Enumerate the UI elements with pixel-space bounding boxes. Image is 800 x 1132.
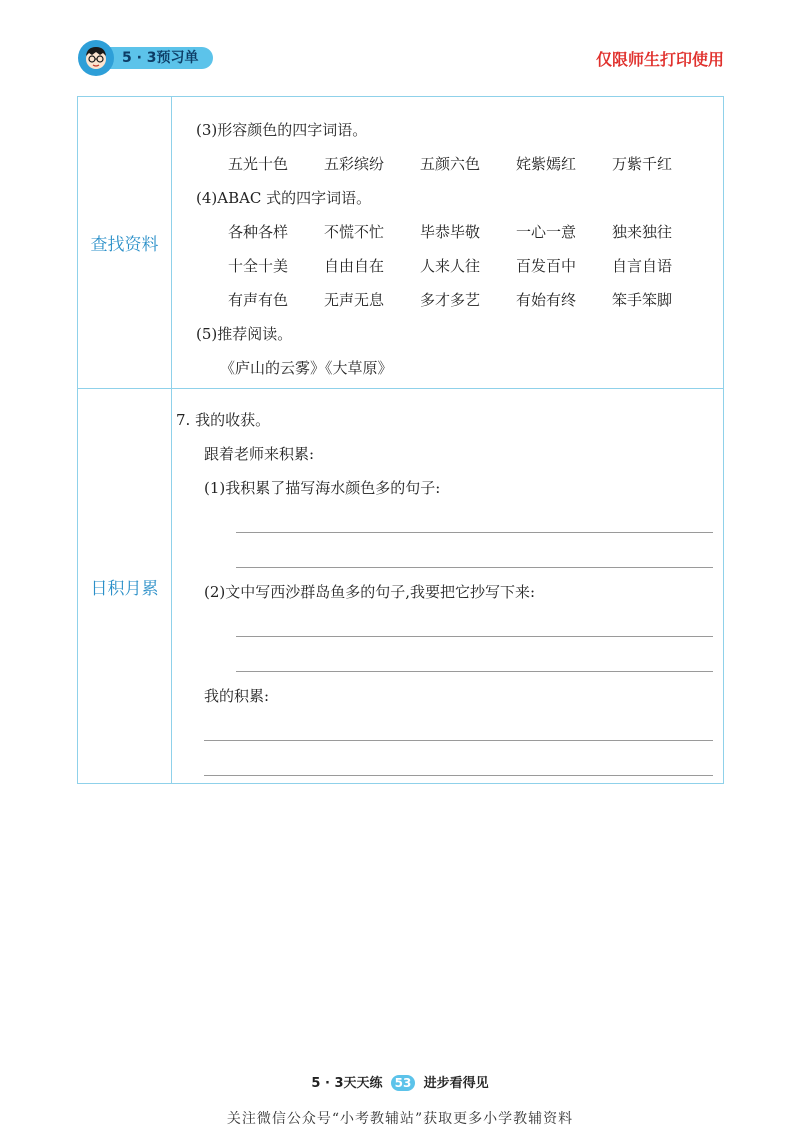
item3-title: (3)形容颜色的四字词语。 xyxy=(196,121,368,139)
worksheet-table xyxy=(77,96,724,784)
item4-title: (4)ABAC 式的四字词语。 xyxy=(196,189,372,207)
word: 五光十色 xyxy=(228,155,289,173)
word: 五彩缤纷 xyxy=(324,155,385,173)
sub-question-1: (1)我积累了描写海水颜色多的句子: xyxy=(204,479,441,497)
recommended-books: 《庐山的云雾》《大草原》 xyxy=(220,359,393,377)
footer-left: 5 · 3天天练 xyxy=(311,1076,383,1091)
my-accumulation-label: 我的积累: xyxy=(204,687,270,705)
research-content xyxy=(172,97,724,389)
answer-line[interactable] xyxy=(236,567,713,568)
sub-question-2: (2)文中写西沙群岛鱼多的句子,我要把它抄写下来: xyxy=(204,583,536,601)
avatar-icon xyxy=(78,40,114,76)
word: 自由自在 xyxy=(324,257,385,275)
word: 各种各样 xyxy=(228,223,289,241)
word: 有声有色 xyxy=(228,291,289,309)
color-words-row xyxy=(196,147,723,181)
abac-words-row xyxy=(196,215,723,249)
abac-words-row xyxy=(196,283,723,317)
word: 一心一意 xyxy=(516,223,577,241)
word: 不慌不忙 xyxy=(324,223,385,241)
intro-text: 跟着老师来积累: xyxy=(204,445,315,463)
section-label-research: 查找资料 xyxy=(78,97,172,389)
word: 十全十美 xyxy=(228,257,289,275)
answer-line[interactable] xyxy=(236,636,713,637)
print-notice: 仅限师生打印使用 xyxy=(595,50,724,69)
badge-label: 5 · 3预习单 xyxy=(102,47,213,69)
word: 无声无息 xyxy=(324,291,385,309)
question-7: 7. 我的收获。 xyxy=(176,411,271,429)
item5-title: (5)推荐阅读。 xyxy=(196,325,293,343)
section-label-accumulation: 日积月累 xyxy=(78,389,172,784)
row-research xyxy=(78,97,724,389)
word: 独来独往 xyxy=(612,223,673,241)
word: 多才多艺 xyxy=(420,291,481,309)
watermark: 关注微信公众号“小考教辅站”获取更多小学教辅资料 xyxy=(226,1111,574,1127)
row-accumulation xyxy=(78,389,724,784)
accumulation-content xyxy=(172,389,724,784)
page-number: 53 xyxy=(391,1075,415,1091)
abac-words-row xyxy=(196,249,723,283)
word: 毕恭毕敬 xyxy=(420,223,481,241)
answer-line[interactable] xyxy=(236,532,713,533)
word: 姹紫嫣红 xyxy=(516,155,577,173)
footer-right: 进步看得见 xyxy=(423,1076,489,1091)
word: 笨手笨脚 xyxy=(612,291,673,309)
word: 五颜六色 xyxy=(420,155,481,173)
word: 人来人往 xyxy=(420,257,481,275)
word: 百发百中 xyxy=(516,257,577,275)
header-badge xyxy=(78,42,213,74)
word: 万紫千红 xyxy=(612,155,673,173)
footer xyxy=(0,1072,800,1091)
answer-line[interactable] xyxy=(236,671,713,672)
answer-line[interactable] xyxy=(204,775,713,776)
word: 有始有终 xyxy=(516,291,577,309)
word: 自言自语 xyxy=(612,257,673,275)
answer-line[interactable] xyxy=(204,740,713,741)
